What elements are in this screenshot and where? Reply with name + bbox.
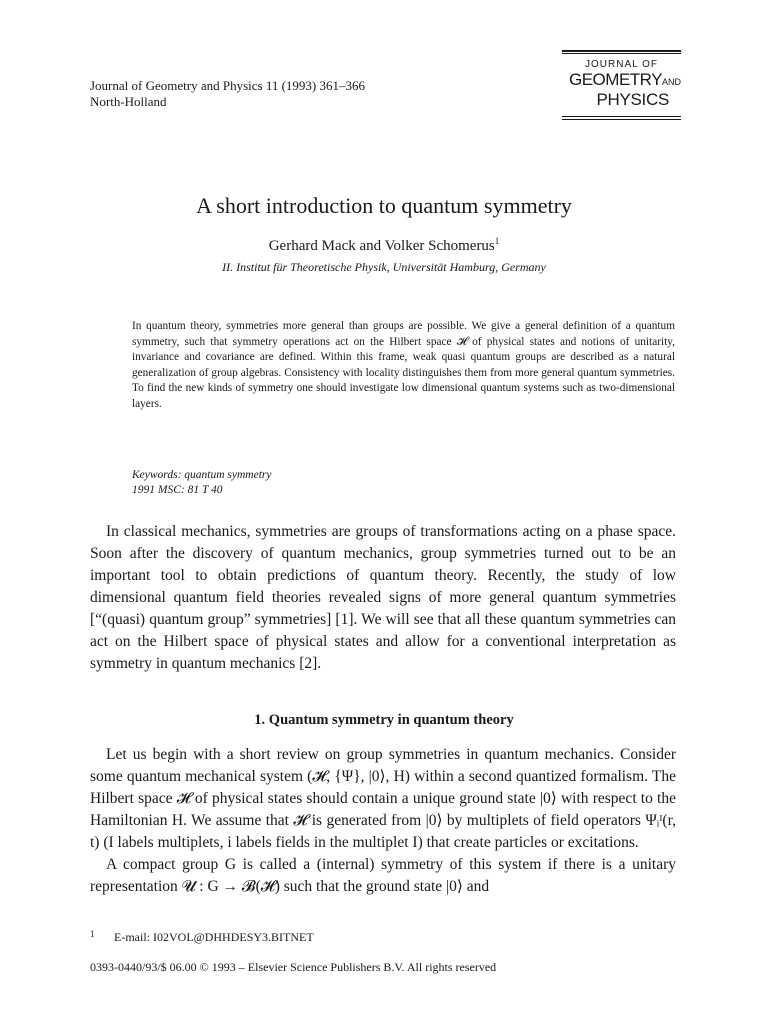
journal-citation: [90, 78, 365, 110]
logo-rule-bottom: [562, 119, 681, 121]
footnote-mark: 1: [90, 929, 95, 939]
author-names: Gerhard Mack and Volker Schomerus: [268, 238, 495, 254]
section-paragraph-2: A compact group G is called a (internal) symmetry of this system if there is a unitary representation 𝓤 : G → 𝓑(𝓗) such that the ground state |0⟩ and: [90, 856, 676, 895]
author-line: [0, 236, 768, 255]
keywords-block: [132, 468, 271, 498]
logo-and: AND: [661, 77, 681, 87]
affiliation: II. Institut für Theoretische Physik, Universität Hamburg, Germany: [222, 260, 546, 274]
logo-rule-top: [562, 50, 681, 52]
section-heading: 1. Quantum symmetry in quantum theory: [254, 712, 514, 728]
keywords: Keywords: quantum symmetry: [132, 469, 272, 481]
introduction: [90, 521, 676, 675]
journal-line: Journal of Geometry and Physics 11 (1993) 361–366: [90, 78, 366, 93]
section-body: [90, 744, 676, 898]
copyright-line: 0393-0440/93/$ 06.00 © 1993 – Elsevier Science Publishers B.V. All rights reserved: [90, 960, 497, 974]
intro-paragraph: In classical mechanics, symmetries are groups of transformations acting on a phase space. Soon after the discovery of quantum mechanics, group symmetries turned out to be an important tool to obtain predictions of quantum theory. Recently, the study of low dimensional quantum field theories revealed signs of more general quantum symmetries [“(quasi) quantum group” symmetries] [1]. We will see that all these quantum symmetries can act on the Hilbert space of physical states and allow for a conventional interpretation as symmetry in quantum mechanics [2].: [90, 523, 676, 672]
logo-physics: PHYSICS: [596, 90, 669, 109]
logo-rule-top-thin: [562, 53, 681, 54]
logo-rule-bottom-thin: [562, 116, 681, 117]
publisher-line: North-Holland: [90, 94, 167, 109]
logo-geometry: GEOMETRY: [569, 70, 662, 89]
author-footnote-mark: 1: [494, 236, 500, 246]
abstract: In quantum theory, symmetries more general than groups are possible. We give a general definition of a quantum symmetry, such that symmetry operations act on the Hilbert space 𝓗 of physical states and notions of unitarity, invariance and covariance are defined. Within this frame, weak quasi quantum groups are described as a natural generalization of group algebras. Consistency with locality distinguishes them from more general quantum symmetries. To find the new kinds of symmetry one should investigate low dimensional quantum systems such as two-dimensional layers.: [132, 320, 675, 410]
paper-title: A short introduction to quantum symmetry: [196, 193, 572, 218]
journal-logo: [562, 50, 681, 120]
footnote: [90, 929, 314, 945]
logo-geometry-line: [562, 70, 681, 90]
section-paragraph-1: Let us begin with a short review on group symmetries in quantum mechanics. Consider some quantum mechanical system (𝓗, {Ψ}, |0⟩, H) within a second quantized formalism. The Hilbert space 𝓗 of physical states should contain a unique ground state |0⟩ with respect to the Hamiltonian H. We assume that 𝓗 is generated from |0⟩ by multiplets of field operators Ψᵢᴵ(r, t) (I labels multiplets, i labels fields in the multiplet I) that create particles or excitations.: [90, 746, 676, 851]
msc-classification: 1991 MSC: 81 T 40: [132, 484, 223, 496]
footnote-email: E-mail: I02VOL@DHHDESY3.BITNET: [114, 930, 314, 944]
logo-journal-of: JOURNAL OF: [585, 59, 658, 70]
